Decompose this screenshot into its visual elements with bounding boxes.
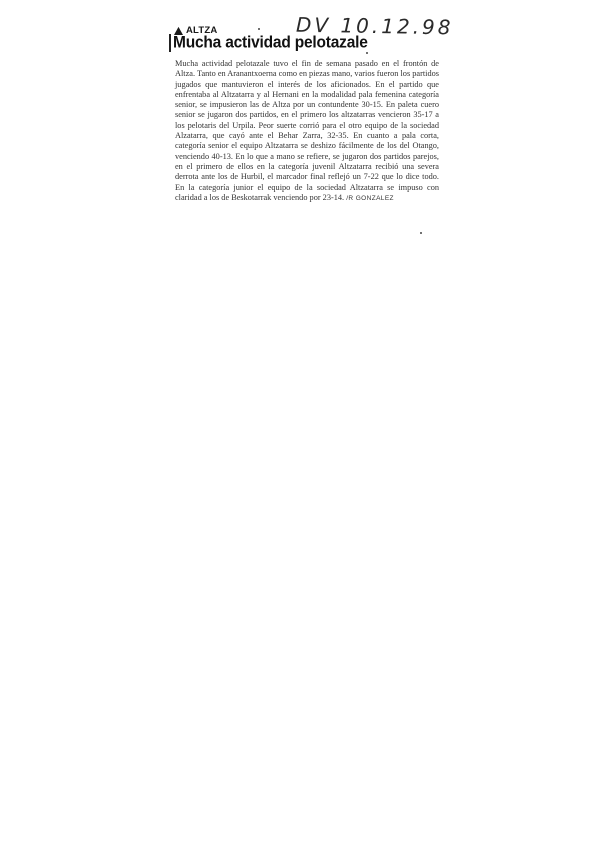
section-label: ALTZA <box>186 24 218 36</box>
handwritten-date: DV 10.12.98 <box>295 12 454 40</box>
article-body <box>175 59 439 204</box>
article-headline: Mucha actividad pelotazale <box>173 34 368 52</box>
article-byline: /R GONZALEZ <box>346 194 394 202</box>
scan-speck <box>258 28 260 30</box>
article-body-text: Mucha actividad pelotazale tuvo el fin de semana pasado en el frontón de Altza. Tanto en Aranantxoerna como en piezas mano, varios fueron los partidos jugados que mantuvieron el interés de los aficionados. En el partido que enfrentaba al Altzatarra y al Hernani en la modalidad pala femenina categoría senior, se impusieron las de Altza por un contundente 30-15. En paleta cuero senior se jugaron dos partidos, en el primero los altzatarras vencieron 35-17 a los pelotaris del Urpila. Peor suerte corrió para el otro equipo de la sociedad Alzatarra, que cayó ante el Behar Zarra, 32-35. En cuanto a pala corta, categoría senior el equipo Altzatarra se deshizo fácilmente de los del Otango, venciendo 40-13. En lo que a mano se refiere, se jugaron dos partidos parejos, en el primero de ellos en la categoría juvenil Altzatarra recibió una severa derrota ante los de Hurbil, el marcador final reflejó un 7-22 que lo dice todo. En la categoría junior el equipo de la sociedad Altzatarra se impuso con claridad a los de Beskotarrak venciendo por 23-14. <box>175 59 439 202</box>
headline-rule <box>169 34 171 52</box>
scan-speck <box>366 52 368 54</box>
scan-speck <box>420 232 422 234</box>
